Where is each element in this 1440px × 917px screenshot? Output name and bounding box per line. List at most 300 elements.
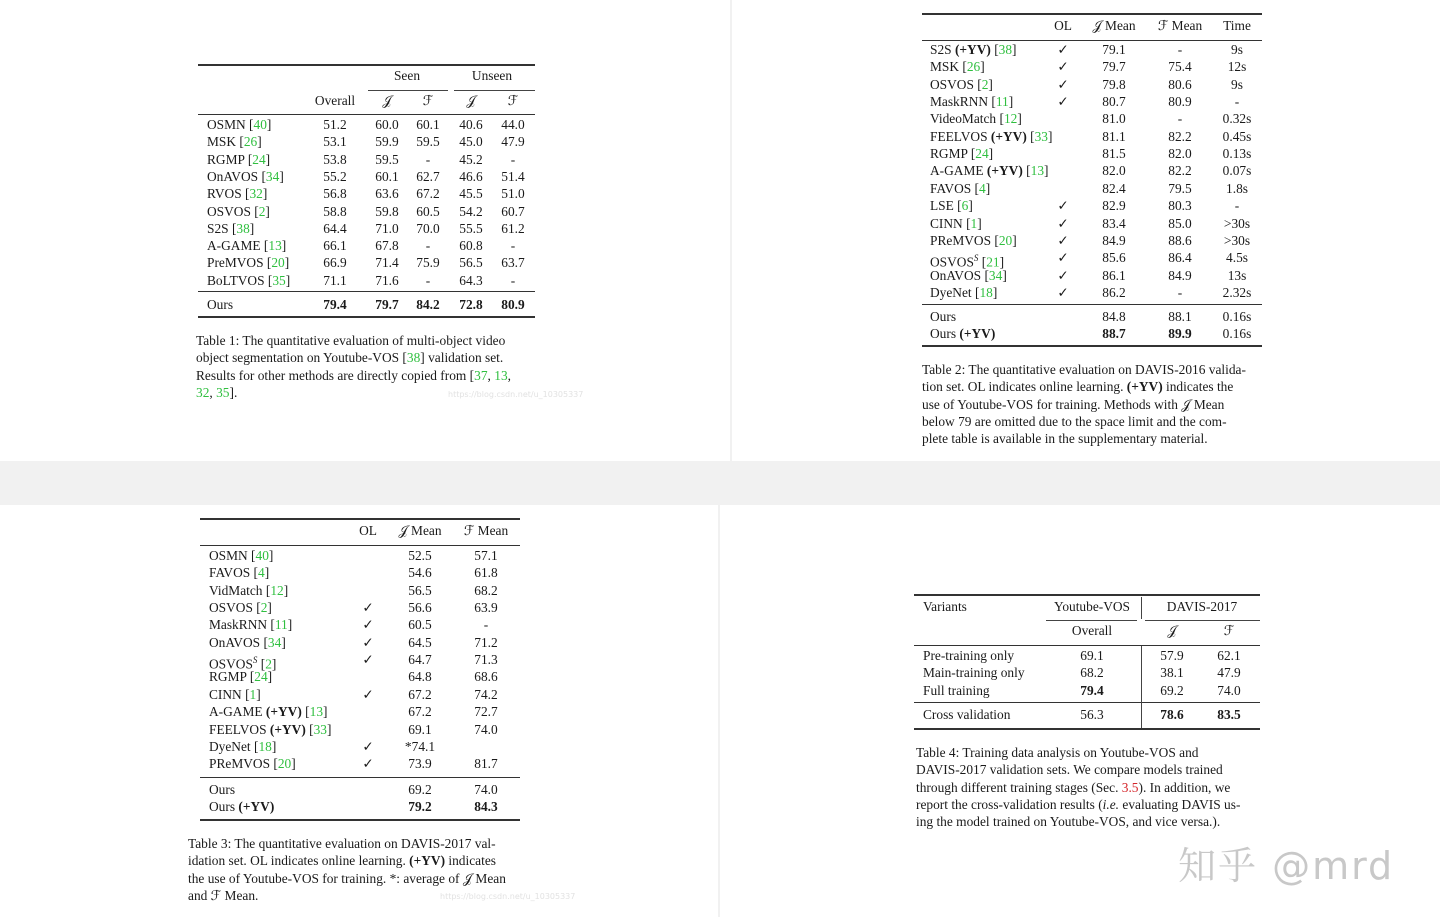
- variant-name: Pre-training only: [923, 648, 1015, 663]
- column-header: ℱ Mean: [463, 523, 509, 538]
- table-row: [922, 249, 1262, 270]
- f-mean-cell: 57.1: [474, 548, 498, 563]
- time-cell: 0.07s: [1222, 163, 1252, 179]
- value-cell: 64.3: [459, 272, 483, 288]
- citation-ref: 32: [249, 186, 263, 202]
- table-rule: [914, 594, 1260, 596]
- method-cell: OSVOS [2]: [930, 76, 993, 92]
- f-mean-cell: 82.2: [1168, 128, 1192, 144]
- table-rule: [200, 777, 520, 778]
- time-cell: 4.5s: [1226, 250, 1248, 266]
- j-mean-cell: 73.9: [408, 756, 432, 772]
- f-cell: 83.5: [1217, 707, 1241, 722]
- f-mean-cell: 86.4: [1168, 250, 1192, 266]
- header-row: [914, 622, 1260, 640]
- method-name: OnAVOS: [930, 267, 982, 283]
- table-row: [914, 682, 1260, 700]
- method-cell: RGMP [24]: [209, 669, 273, 685]
- table-row: [198, 220, 535, 238]
- table-row: [200, 616, 520, 634]
- j-mean-cell: 81.0: [1102, 111, 1126, 127]
- citation-ref: 24: [252, 151, 266, 167]
- method-cell: [930, 308, 956, 326]
- table1: [198, 64, 535, 318]
- table1-panel: [0, 0, 730, 461]
- method-superscript: S: [252, 655, 258, 666]
- method-cell: RGMP [24]: [207, 151, 271, 167]
- header-row: [914, 598, 1260, 616]
- method-cell: DyeNet [18]: [930, 284, 998, 300]
- method-name: FAVOS: [209, 565, 251, 581]
- citation-ref: 26: [243, 134, 258, 150]
- j-mean-cell: *74.1: [404, 738, 436, 754]
- method-name: CINN: [930, 215, 963, 231]
- citation-ref: 4: [258, 565, 265, 581]
- j-cell: 69.2: [1160, 682, 1184, 698]
- method-name: VideoMatch: [930, 111, 997, 127]
- column-header: 𝒥: [382, 93, 392, 108]
- method-name: MaskRNN: [209, 617, 268, 633]
- table-row: [922, 284, 1262, 302]
- time-cell: 0.32s: [1222, 111, 1252, 127]
- yv-tag: (+YV): [951, 42, 991, 57]
- citation-ref: 20: [271, 255, 285, 271]
- group-header-row: [198, 67, 535, 85]
- method-cell: OSMN [40]: [209, 548, 274, 563]
- time-cell: 9s: [1231, 76, 1243, 92]
- value-cell: 63.7: [501, 255, 525, 271]
- method-cell: MSK [26]: [207, 134, 262, 150]
- time-cell: 13s: [1227, 267, 1247, 283]
- table-row: [200, 599, 520, 617]
- column-header: ℱ: [422, 93, 434, 108]
- time-cell: >30s: [1223, 232, 1251, 248]
- method-cell: PReMVOS [20]: [209, 756, 296, 772]
- f-mean-cell: 82.0: [1168, 146, 1192, 162]
- citation-ref: 1: [249, 686, 257, 702]
- value-cell: 51.0: [501, 186, 525, 202]
- j-mean-cell: 82.4: [1102, 180, 1126, 196]
- table3-caption: Table 3: The quantitative evaluation on DAVIS-2017 val- idation set. OL indicates online learning. (+YV) indicates the use of Youtube-VOS for training. *: average of 𝒥 Mean and ℱ Mean.: [188, 836, 506, 903]
- yv-tag: (+YV): [266, 721, 306, 737]
- header-row: [198, 92, 535, 110]
- method-cell: A-GAME (+YV) [13]: [930, 163, 1049, 179]
- f-mean-cell: 81.7: [474, 756, 498, 772]
- group-header-seen: Seen: [393, 68, 421, 83]
- value-cell: 45.5: [459, 186, 483, 202]
- citation-ref: 13: [268, 238, 282, 254]
- value-cell: 47.9: [501, 134, 525, 150]
- method-cell: A-GAME (+YV) [13]: [209, 704, 328, 720]
- table3: [200, 518, 520, 821]
- online-learning-check: ✓: [1057, 250, 1069, 266]
- citation-ref: 24: [975, 146, 989, 162]
- citation-ref: 2: [258, 203, 266, 219]
- table-row: [922, 145, 1262, 163]
- citation-ref: 12: [270, 582, 284, 598]
- online-learning-check: ✓: [362, 756, 374, 772]
- table-rule: [200, 518, 520, 520]
- table-rule: [198, 316, 535, 318]
- j-mean-cell: 67.2: [408, 704, 432, 720]
- value-cell: 56.8: [323, 186, 347, 202]
- method-name: RGMP: [207, 151, 245, 167]
- j-mean-cell: 85.6: [1102, 250, 1126, 266]
- yv-tag: (+YV): [956, 326, 996, 342]
- cmidrule: [454, 90, 535, 91]
- online-learning-check: ✓: [1057, 42, 1069, 57]
- method-name: MaskRNN: [930, 94, 989, 110]
- citation-ref: 26: [966, 59, 981, 75]
- method-name: OSMN: [209, 548, 248, 563]
- value-cell: 55.2: [323, 168, 347, 184]
- table-row: [198, 168, 535, 186]
- table-row: [200, 564, 520, 582]
- method-name: Ours: [209, 782, 236, 797]
- column-header: 𝒥 Mean: [1092, 18, 1136, 33]
- method-name: DyeNet: [209, 738, 251, 754]
- citation-ref: 6: [961, 198, 969, 214]
- table-rule: [914, 702, 1260, 703]
- table-row: [200, 755, 520, 773]
- citation-ref: 20: [998, 232, 1013, 248]
- citation-ref: 13: [1030, 163, 1045, 179]
- group-header-unseen: Unseen: [471, 68, 513, 83]
- f-mean-cell: -: [1177, 284, 1183, 300]
- value-cell: 59.9: [375, 134, 399, 150]
- j-cell: 57.9: [1160, 648, 1184, 663]
- overall-cell: 69.1: [1080, 648, 1104, 663]
- table2-panel: [732, 0, 1440, 461]
- method-cell: OSMN [40]: [207, 117, 272, 132]
- online-learning-check: ✓: [1057, 59, 1069, 75]
- method-name: OSVOS: [209, 600, 253, 616]
- value-cell: 72.8: [459, 297, 483, 312]
- f-mean-cell: 82.2: [1168, 163, 1192, 179]
- table-row: [922, 41, 1262, 59]
- table-row: [198, 185, 535, 203]
- table-rule: [200, 819, 520, 821]
- variant-name: Full training: [923, 682, 990, 698]
- online-learning-check: ✓: [362, 600, 374, 616]
- table-row: [922, 128, 1262, 146]
- value-cell: 51.2: [323, 117, 347, 132]
- citation-ref: 2: [260, 600, 268, 616]
- method-cell: VidMatch [12]: [209, 582, 289, 598]
- method-name: DyeNet: [930, 284, 972, 300]
- j-cell: 78.6: [1160, 707, 1184, 722]
- citation-ref: 4: [979, 180, 986, 196]
- method-cell: $OSVOS^S$ [2]: [209, 655, 277, 672]
- value-cell: 75.9: [416, 255, 440, 271]
- method-cell: A-GAME [13]: [207, 238, 287, 254]
- table2: [922, 13, 1262, 347]
- table-row: [198, 151, 535, 169]
- value-cell: 70.0: [416, 220, 440, 236]
- time-cell: 2.32s: [1222, 284, 1252, 300]
- j-mean-cell: 67.2: [408, 686, 432, 702]
- table-rule: [198, 114, 535, 115]
- value-cell: 71.0: [375, 220, 399, 236]
- value-cell: 67.8: [375, 238, 399, 254]
- method-cell: OnAVOS [34]: [930, 267, 1007, 283]
- variant-name: Cross validation: [923, 707, 1011, 722]
- table2-caption: Table 2: The quantitative evaluation on DAVIS-2016 valida- tion set. OL indicates online learning. (+YV) indicates the use of Youtube-VOS for training. Methods with 𝒥 Mean below 79 are omitted due to the space limit and the com- plete table is available in the supplementary material.: [922, 362, 1246, 447]
- citation-ref: 24: [254, 669, 268, 685]
- value-cell: 66.1: [323, 238, 347, 254]
- time-cell: 0.16s: [1222, 309, 1252, 324]
- method-cell: CINN [1]: [209, 686, 261, 702]
- j-mean-cell: 83.4: [1102, 215, 1126, 231]
- f-mean-cell: -: [483, 617, 489, 633]
- f-mean-cell: 74.2: [474, 686, 498, 702]
- cross-validation-row: [914, 706, 1260, 724]
- overall-cell: 68.2: [1080, 665, 1104, 681]
- citation-ref: 34: [265, 168, 280, 184]
- ours-row: [200, 798, 520, 816]
- f-mean-cell: -: [1177, 42, 1183, 57]
- table-row: [200, 547, 520, 565]
- time-cell: >30s: [1223, 215, 1251, 231]
- value-cell: 60.7: [501, 203, 525, 219]
- value-cell: 60.8: [459, 238, 483, 254]
- f-mean-cell: 85.0: [1168, 215, 1192, 231]
- column-header-f: ℱ: [1223, 623, 1235, 638]
- method-name: RGMP: [209, 669, 247, 685]
- table-row: [198, 237, 535, 255]
- table-rule: [914, 645, 1260, 646]
- value-cell: -: [510, 272, 516, 288]
- method-name: OnAVOS: [207, 168, 259, 184]
- method-name: OSVOS: [207, 203, 251, 219]
- value-cell: 66.9: [323, 255, 347, 271]
- yv-tag: (+YV): [983, 163, 1023, 179]
- faint-mark: https://blog.csdn.net/u_10305337: [448, 390, 584, 399]
- column-header: Overall: [314, 93, 356, 108]
- time-cell: -: [1234, 198, 1240, 214]
- table-row: [922, 93, 1262, 111]
- f-mean-cell: -: [1177, 111, 1183, 127]
- f-mean-cell: 71.3: [474, 652, 498, 668]
- f-mean-cell: 71.2: [474, 634, 498, 650]
- value-cell: 40.6: [459, 117, 483, 132]
- method-cell: MSK [26]: [930, 59, 985, 75]
- j-mean-cell: 86.1: [1102, 267, 1126, 283]
- value-cell: 71.4: [375, 255, 399, 271]
- online-learning-check: ✓: [1057, 267, 1069, 283]
- value-cell: 56.5: [459, 255, 483, 271]
- f-mean-cell: 88.1: [1168, 309, 1192, 324]
- value-cell: 63.6: [375, 186, 399, 202]
- citation-ref: 2: [265, 656, 272, 672]
- column-header: Time: [1223, 18, 1251, 33]
- method-cell: [930, 325, 995, 343]
- method-name: CINN: [209, 686, 242, 702]
- time-cell: 12s: [1227, 59, 1247, 75]
- header-row: [922, 17, 1262, 35]
- method-cell: [209, 781, 235, 799]
- table-row: [922, 162, 1262, 180]
- f-mean-cell: 74.0: [474, 721, 498, 737]
- table-rule: [198, 291, 535, 292]
- value-cell: 60.0: [375, 117, 399, 132]
- watermark: 知乎 @mrd: [1178, 844, 1395, 888]
- j-mean-cell: 80.7: [1102, 94, 1126, 110]
- column-header: 𝒥: [466, 93, 476, 108]
- method-cell: [209, 798, 274, 816]
- citation-ref: 20: [277, 756, 292, 772]
- j-cell: 38.1: [1160, 665, 1184, 681]
- value-cell: 60.1: [375, 168, 399, 184]
- table-rule: [198, 64, 535, 66]
- method-cell: FAVOS [4]: [930, 180, 991, 196]
- method-name: OSVOS: [930, 254, 974, 270]
- citation-ref: 11: [274, 617, 288, 633]
- table-row: [200, 582, 520, 600]
- yv-tag: (+YV): [262, 704, 302, 720]
- column-header-youtube-vos: Youtube-VOS: [1053, 599, 1131, 614]
- method-cell: VideoMatch [12]: [930, 111, 1022, 127]
- method-name: OSVOS: [930, 76, 974, 92]
- table-row: [200, 668, 520, 686]
- value-cell: 71.1: [323, 272, 347, 288]
- j-mean-cell: 88.7: [1102, 326, 1126, 342]
- value-cell: 54.2: [459, 203, 483, 219]
- f-mean-cell: 80.6: [1168, 76, 1192, 92]
- table1-caption: Table 1: The quantitative evaluation of multi-object video object segmentation on Youtube-VOS [38] validation set. Results for other methods are directly copied from [37, 13, 32, 35].: [196, 333, 511, 400]
- column-header: 𝒥 Mean: [398, 523, 442, 538]
- value-cell: 79.4: [323, 297, 347, 312]
- method-name: A-GAME: [209, 704, 263, 720]
- online-learning-check: ✓: [1057, 215, 1069, 231]
- method-name: OSMN: [207, 117, 246, 132]
- value-cell: 46.6: [459, 168, 483, 184]
- f-mean-cell: 63.9: [474, 600, 498, 616]
- table-row: [922, 197, 1262, 215]
- citation-ref: 11: [995, 94, 1009, 110]
- method-name: A-GAME: [930, 163, 984, 179]
- j-mean-cell: 79.1: [1102, 42, 1126, 57]
- value-cell: -: [510, 151, 516, 167]
- method-cell: OSVOS [2]: [209, 600, 272, 616]
- table-rule: [200, 545, 520, 546]
- value-cell: -: [425, 272, 431, 288]
- column-header-variants: Variants: [923, 599, 967, 614]
- table-rule: [922, 13, 1262, 15]
- method-name: PReMVOS: [209, 756, 271, 772]
- method-name: S2S: [930, 42, 952, 57]
- table3-panel: [0, 505, 718, 917]
- citation-ref: 21: [986, 254, 1000, 270]
- table-row: [922, 58, 1262, 76]
- table-row: [200, 686, 520, 704]
- method-name: FAVOS: [930, 180, 972, 196]
- j-mean-cell: 81.1: [1102, 128, 1126, 144]
- online-learning-check: ✓: [362, 738, 374, 754]
- online-learning-check: ✓: [362, 634, 374, 650]
- table-rule: [914, 728, 1260, 730]
- table-rule: [922, 304, 1262, 305]
- citation-ref: 34: [988, 267, 1003, 283]
- online-learning-check: ✓: [362, 617, 374, 633]
- overall-cell: 79.4: [1080, 682, 1104, 698]
- f-cell: 62.1: [1217, 648, 1241, 663]
- citation-ref: 18: [979, 284, 993, 300]
- value-cell: 61.2: [501, 220, 525, 236]
- j-mean-cell: 56.6: [408, 600, 432, 616]
- value-cell: 62.7: [416, 168, 440, 184]
- table-row: [198, 272, 535, 290]
- header-row: [200, 522, 520, 540]
- citation-ref: 33: [1034, 128, 1048, 144]
- value-cell: -: [425, 238, 431, 254]
- f-mean-cell: 80.9: [1168, 94, 1192, 110]
- time-cell: 1.8s: [1226, 180, 1248, 196]
- citation-ref: 2: [981, 76, 989, 92]
- citation-ref: 40: [255, 548, 269, 563]
- method-cell: S2S [38]: [207, 220, 255, 236]
- citation-ref: 1: [970, 215, 978, 231]
- citation-ref: 34: [267, 634, 282, 650]
- value-cell: 51.4: [501, 168, 525, 184]
- j-mean-cell: 69.1: [408, 721, 432, 737]
- value-cell: -: [510, 238, 516, 254]
- j-mean-cell: 54.6: [408, 565, 432, 581]
- table-row: [198, 203, 535, 221]
- time-cell: 0.13s: [1222, 146, 1252, 162]
- method-name: MSK: [207, 134, 237, 150]
- f-mean-cell: 72.7: [474, 704, 498, 720]
- online-learning-check: ✓: [1057, 232, 1069, 248]
- table-rule: [922, 345, 1262, 347]
- method-cell: RVOS [32]: [207, 186, 268, 202]
- method-cell: PreMVOS [20]: [207, 255, 290, 271]
- table-row: [198, 116, 535, 134]
- table-row: [914, 647, 1260, 665]
- value-cell: 71.6: [375, 272, 399, 288]
- table-row: [922, 110, 1262, 128]
- ours-row: [198, 296, 535, 314]
- method-cell: LSE [6]: [930, 198, 973, 214]
- online-learning-check: ✓: [1057, 198, 1069, 214]
- j-mean-cell: 79.7: [1102, 59, 1126, 75]
- j-mean-cell: 82.0: [1102, 163, 1126, 179]
- method-cell: DyeNet [18]: [209, 738, 277, 754]
- f-mean-cell: 88.6: [1168, 232, 1192, 248]
- ours-row: [922, 325, 1262, 343]
- table-row: [922, 180, 1262, 198]
- table4: [914, 594, 1260, 730]
- citation-ref: 18: [258, 738, 272, 754]
- value-cell: 80.9: [501, 297, 525, 312]
- value-cell: 59.8: [375, 203, 399, 219]
- method-cell: PReMVOS [20]: [930, 232, 1017, 248]
- table-row: [198, 254, 535, 272]
- f-cell: 74.0: [1217, 682, 1241, 698]
- j-mean-cell: 84.8: [1102, 309, 1126, 324]
- column-header: ℱ: [507, 93, 519, 108]
- value-cell: 67.2: [416, 186, 440, 202]
- method-cell: MaskRNN [11]: [930, 94, 1014, 110]
- column-header-j: 𝒥: [1167, 623, 1177, 638]
- method-cell: MaskRNN [11]: [209, 617, 293, 633]
- time-cell: 0.16s: [1222, 326, 1252, 342]
- method-name: VidMatch: [209, 582, 263, 598]
- method-name: Ours: [930, 309, 957, 324]
- column-header-davis-2017: DAVIS-2017: [1166, 599, 1238, 614]
- faint-mark: https://blog.csdn.net/u_10305337: [440, 892, 576, 901]
- table-row: [922, 215, 1262, 233]
